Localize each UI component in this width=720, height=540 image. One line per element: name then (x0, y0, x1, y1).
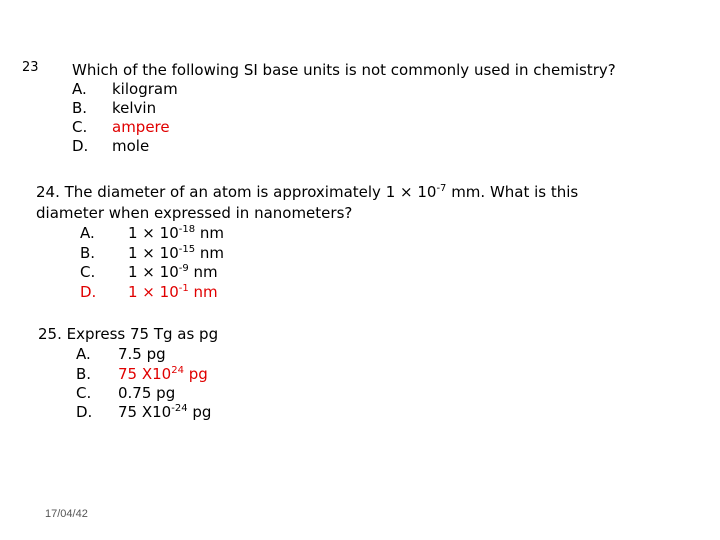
q23-option-c-letter: C. (72, 118, 88, 136)
q25-option-d-text: 75 $X10^{-24}$ pg (118, 403, 212, 421)
q23-option-c-text-answer: ampere (112, 118, 170, 136)
q25-option-a-letter: A. (76, 345, 91, 363)
q25-option-d-letter: D. (76, 403, 93, 421)
question-25-text: 25. Express 75 Tg as pg (38, 325, 219, 343)
question-24-line2: diameter when expressed in nanometers? (36, 204, 353, 222)
q25-option-a-text: 7.5 pg (118, 345, 166, 363)
q23-option-a-letter: A. (72, 80, 87, 98)
q24-option-d-letter-answer: D. (80, 283, 97, 301)
q24-option-c-letter: C. (80, 263, 96, 281)
q24-option-d-text-answer: $1 \times 10^{-1}$ nm (128, 283, 218, 301)
q24-option-a-letter: A. (80, 224, 95, 242)
q25-option-b-letter: B. (76, 365, 92, 383)
question-24-line1: 24. The diameter of an atom is approximately $1 \times 10^{-7}$ mm. What is this (36, 183, 579, 201)
q23-option-d-text: mole (112, 137, 150, 155)
footer-date: 17/04/42 (45, 508, 88, 520)
q24-option-a-text: $1 \times 10^{-18}$ nm (128, 224, 224, 242)
q23-option-d-letter: D. (72, 137, 89, 155)
q24-option-b-text: $1 \times 10^{-15}$ nm (128, 244, 224, 262)
slide-number: 23 (22, 60, 39, 75)
q23-option-b-text: kelvin (112, 99, 157, 117)
q24-option-b-letter: B. (80, 244, 96, 262)
question-23-text: Which of the following SI base units is not commonly used in chemistry? (72, 61, 616, 79)
q25-option-c-letter: C. (76, 384, 92, 402)
q24-option-c-text: $1 \times 10^{-9}$ nm (128, 263, 218, 281)
q23-option-b-letter: B. (72, 99, 88, 117)
q25-option-c-text: 0.75 pg (118, 384, 176, 402)
q23-option-a-text: kilogram (112, 80, 178, 98)
q25-option-b-text-answer: 75 $X10^{24}$ pg (118, 365, 208, 383)
